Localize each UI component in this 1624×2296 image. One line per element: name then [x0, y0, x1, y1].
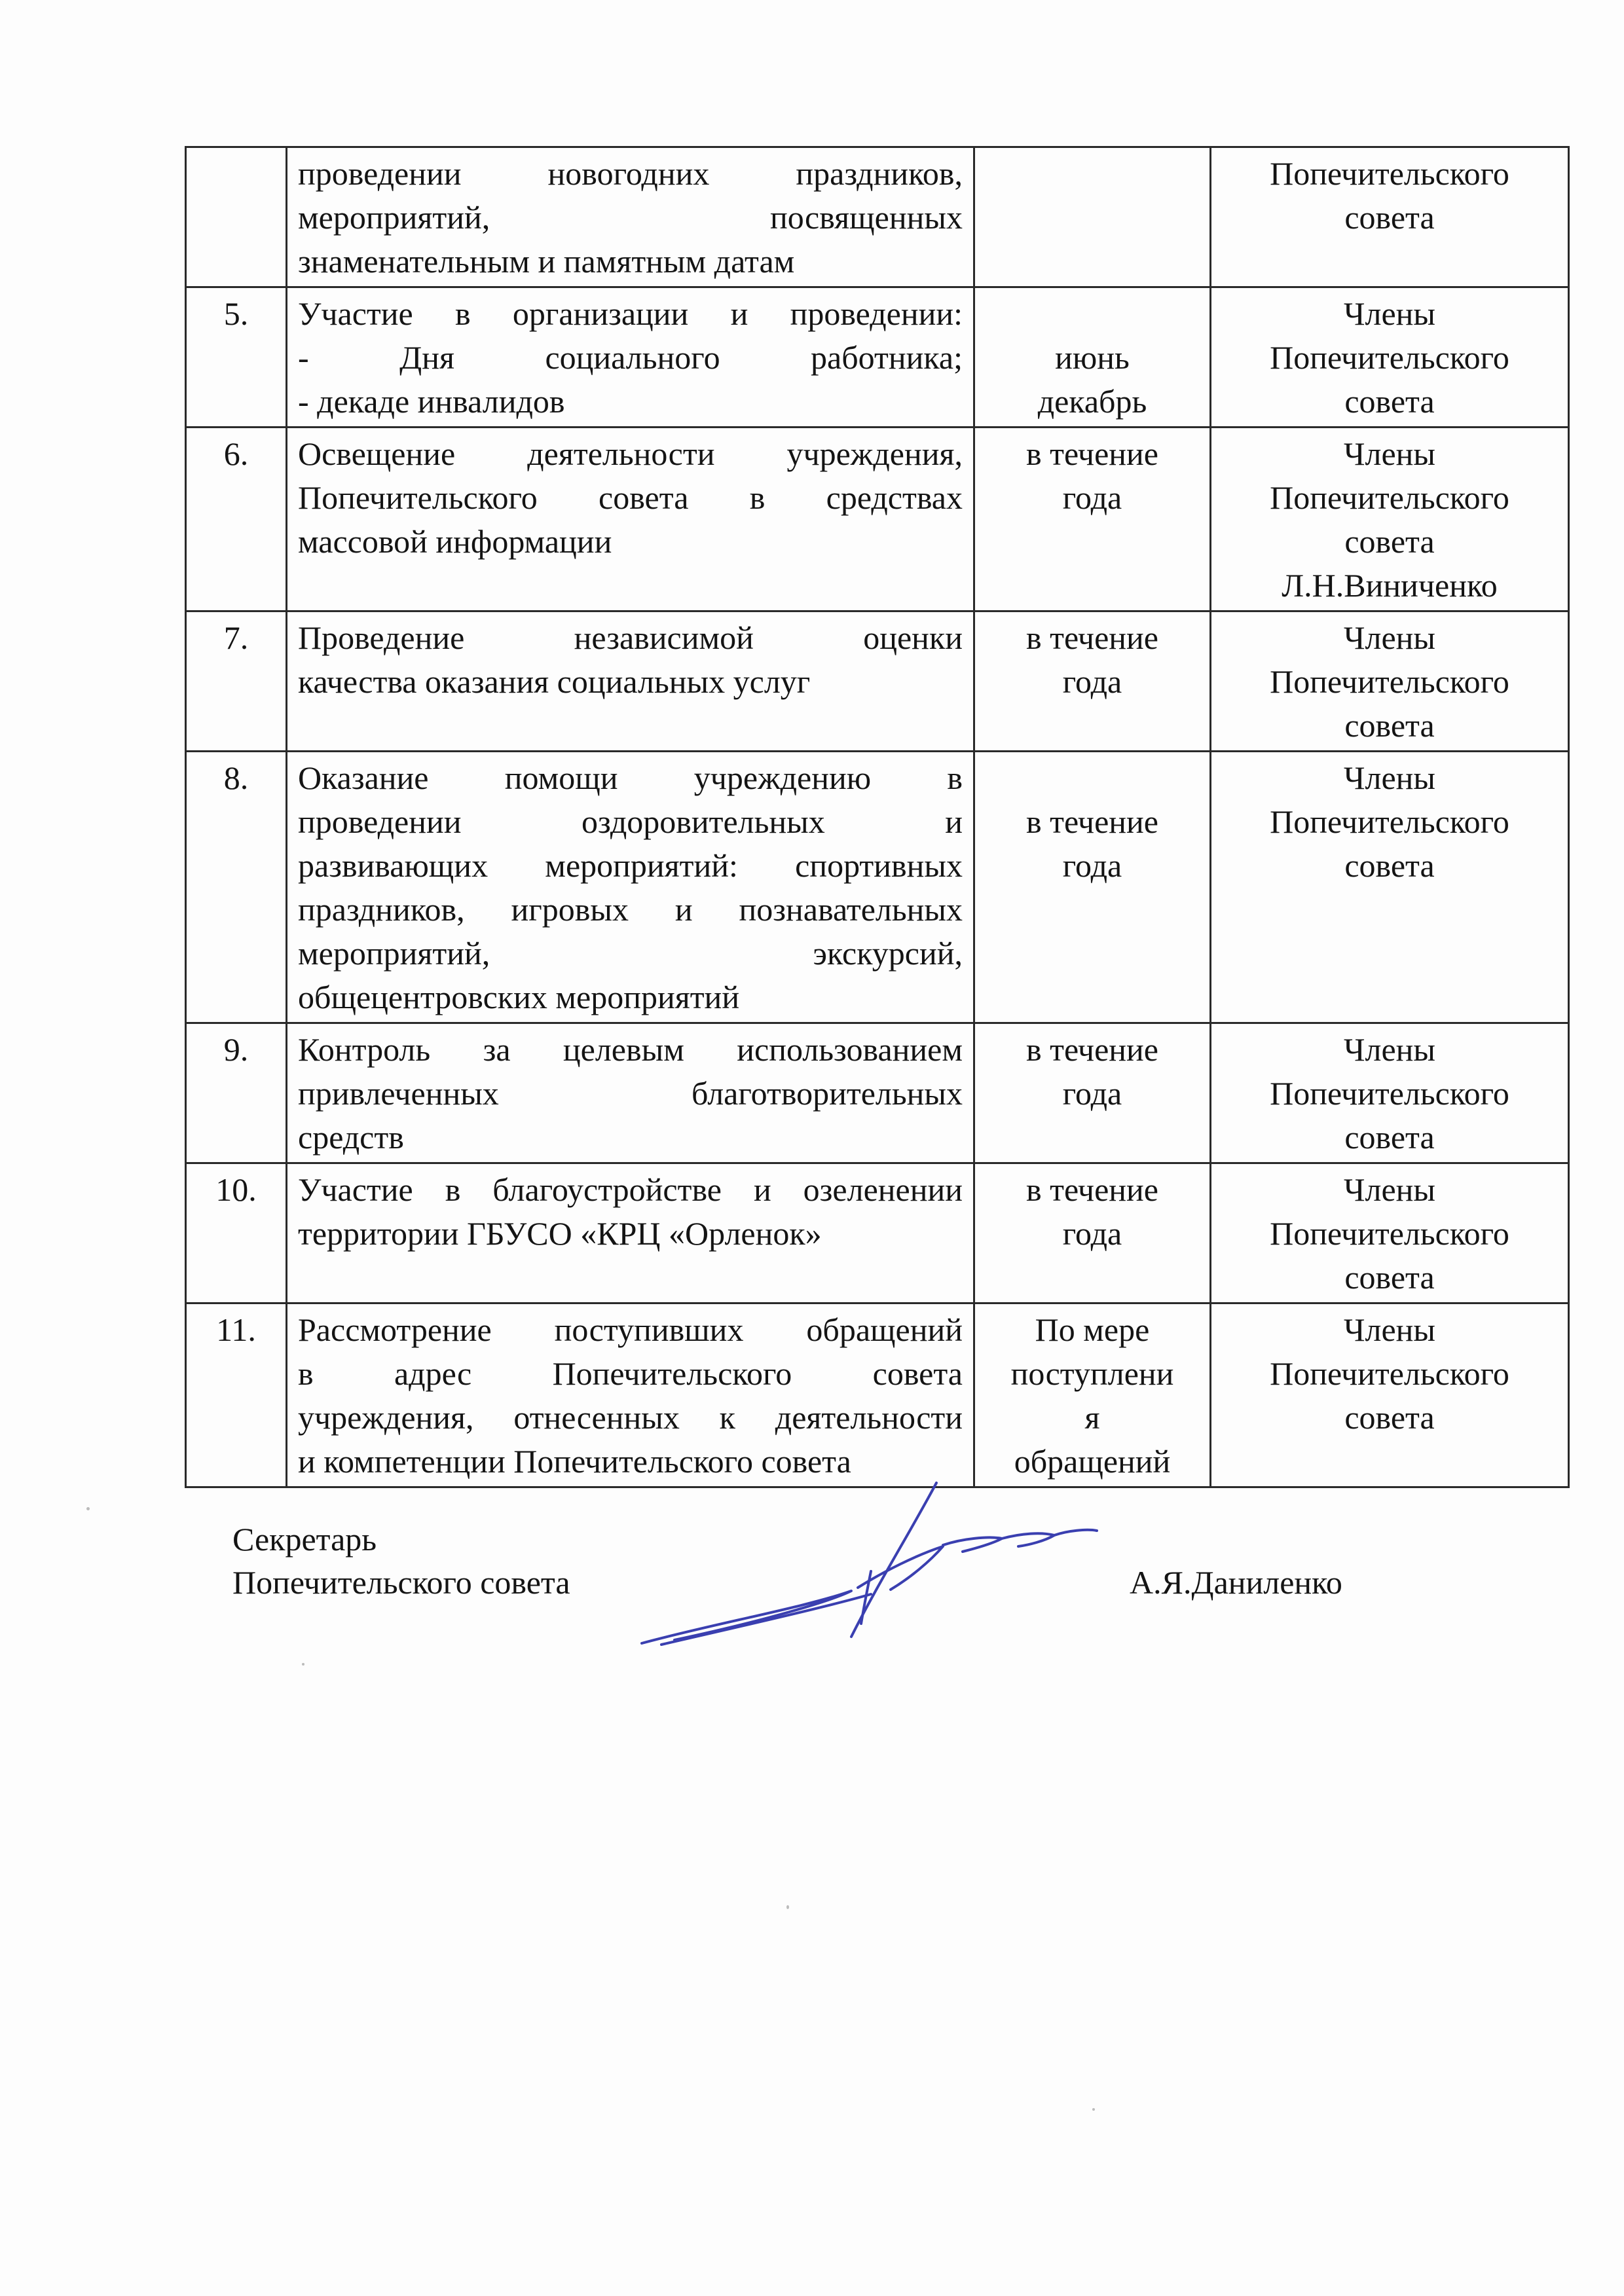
deadline-cell — [974, 752, 1211, 1023]
responsible-line: совета — [1344, 199, 1435, 236]
responsible-line: Члены — [1344, 619, 1435, 656]
responsible-line: Л.Н.Виниченко — [1282, 567, 1498, 604]
responsible-line: Члены — [1344, 759, 1435, 796]
description-line: массовой информации — [298, 523, 612, 560]
row-number: 8. — [186, 752, 287, 1023]
deadline-cell — [974, 611, 1211, 752]
deadline-line: я — [1084, 1399, 1100, 1436]
responsible-line: Члены — [1344, 1031, 1435, 1068]
responsible-line: Попечительского — [1270, 1215, 1509, 1252]
responsible-cell — [1211, 1023, 1569, 1163]
scan-speck — [86, 1507, 90, 1510]
signature-name: А.Я.Даниленко — [1130, 1564, 1342, 1601]
scan-speck — [302, 1663, 304, 1666]
activity-description — [287, 752, 974, 1023]
description-line: учреждения, отнесенных к деятельности — [298, 1399, 963, 1436]
deadline-line: в течение — [1026, 435, 1158, 472]
responsible-line: Попечительского — [1270, 663, 1509, 700]
description-line: Участие в благоустройстве и озеленении — [298, 1171, 963, 1208]
description-line: - Дня социального работника; — [298, 339, 963, 376]
deadline-line — [986, 756, 1199, 800]
signature-role-line-2: Попечительского совета — [232, 1564, 570, 1601]
responsible-cell — [1211, 1303, 1569, 1487]
row-number — [186, 147, 287, 287]
description-line: Участие в организации и проведении: — [298, 295, 963, 332]
activity-description — [287, 147, 974, 287]
responsible-line: совета — [1344, 523, 1435, 560]
description-line: Попечительского совета в средствах — [298, 479, 963, 516]
responsible-cell — [1211, 611, 1569, 752]
responsible-line: Попечительского — [1270, 155, 1509, 192]
deadline-cell — [974, 147, 1211, 287]
table-row — [186, 428, 1569, 611]
table-row — [186, 1023, 1569, 1163]
responsible-line: Попечительского — [1270, 479, 1509, 516]
deadline-line: поступлени — [1010, 1355, 1174, 1392]
description-line: проведении оздоровительных и — [298, 803, 963, 840]
deadline-line: года — [1062, 847, 1122, 884]
responsible-cell — [1211, 1163, 1569, 1303]
deadline-line: в течение — [1026, 1031, 1158, 1068]
responsible-cell — [1211, 752, 1569, 1023]
deadline-line — [986, 292, 1199, 336]
responsible-line: Попечительского — [1270, 339, 1509, 376]
deadline-line: в течение — [1026, 803, 1158, 840]
responsible-cell — [1211, 287, 1569, 428]
deadline-line: По мере — [1035, 1311, 1150, 1348]
description-line: средств — [298, 1119, 404, 1156]
table-row — [186, 611, 1569, 752]
responsible-line: совета — [1344, 1119, 1435, 1156]
handwritten-signature — [635, 1473, 1107, 1669]
description-line: и компетенции Попечительского совета — [298, 1443, 851, 1480]
description-line: Рассмотрение поступивших обращений — [298, 1311, 963, 1348]
description-line: Освещение деятельности учреждения, — [298, 435, 963, 472]
responsible-line: совета — [1344, 1259, 1435, 1296]
signature-role-line-1: Секретарь — [232, 1521, 377, 1558]
description-line: территории ГБУСО «КРЦ «Орленок» — [298, 1215, 822, 1252]
activity-description — [287, 287, 974, 428]
deadline-cell — [974, 287, 1211, 428]
deadline-line: года — [1062, 1075, 1122, 1112]
row-number: 10. — [186, 1163, 287, 1303]
responsible-line: совета — [1344, 847, 1435, 884]
description-line: праздников, игровых и познавательных — [298, 891, 963, 928]
deadline-line: в течение — [1026, 619, 1158, 656]
description-line: Проведение независимой оценки — [298, 619, 963, 656]
row-number: 7. — [186, 611, 287, 752]
table-row — [186, 287, 1569, 428]
activity-description — [287, 1163, 974, 1303]
description-line: знаменательным и памятным датам — [298, 243, 795, 280]
deadline-cell — [974, 1163, 1211, 1303]
responsible-cell — [1211, 428, 1569, 611]
responsible-cell — [1211, 147, 1569, 287]
description-line: мероприятий, посвященных — [298, 199, 963, 236]
responsible-line: Попечительского — [1270, 1075, 1509, 1112]
row-number: 11. — [186, 1303, 287, 1487]
responsible-line: Попечительского — [1270, 803, 1509, 840]
signature-role — [232, 1518, 570, 1604]
deadline-line: обращений — [1014, 1443, 1171, 1480]
description-line: качества оказания социальных услуг — [298, 663, 811, 700]
deadline-line: года — [1062, 1215, 1122, 1252]
table-row — [186, 752, 1569, 1023]
row-number: 6. — [186, 428, 287, 611]
scan-speck — [786, 1905, 789, 1909]
description-line: в адрес Попечительского совета — [298, 1355, 963, 1392]
responsible-line: совета — [1344, 383, 1435, 420]
deadline-line: в течение — [1026, 1171, 1158, 1208]
deadline-cell — [974, 1303, 1211, 1487]
description-line: Оказание помощи учреждению в — [298, 759, 963, 796]
table-row — [186, 1163, 1569, 1303]
description-line: мероприятий, экскурсий, — [298, 935, 963, 972]
responsible-line: совета — [1344, 707, 1435, 744]
row-number: 9. — [186, 1023, 287, 1163]
description-line: - декаде инвалидов — [298, 383, 565, 420]
deadline-line: декабрь — [1037, 383, 1147, 420]
responsible-line: Попечительского — [1270, 1355, 1509, 1392]
deadline-cell — [974, 428, 1211, 611]
row-number: 5. — [186, 287, 287, 428]
plan-table — [185, 146, 1570, 1488]
description-line: общецентровских мероприятий — [298, 979, 740, 1015]
responsible-line: Члены — [1344, 1311, 1435, 1348]
description-line: привлеченных благотворительных — [298, 1075, 963, 1112]
table-row — [186, 147, 1569, 287]
activity-description — [287, 1023, 974, 1163]
plan-table-body — [186, 147, 1569, 1487]
responsible-line: Члены — [1344, 435, 1435, 472]
activity-description — [287, 1303, 974, 1487]
activity-description — [287, 428, 974, 611]
responsible-line: Члены — [1344, 295, 1435, 332]
description-line: Контроль за целевым использованием — [298, 1031, 963, 1068]
table-row — [186, 1303, 1569, 1487]
deadline-line: года — [1062, 479, 1122, 516]
deadline-line: года — [1062, 663, 1122, 700]
activity-description — [287, 611, 974, 752]
description-line: развивающих мероприятий: спортивных — [298, 847, 963, 884]
deadline-cell — [974, 1023, 1211, 1163]
responsible-line: совета — [1344, 1399, 1435, 1436]
deadline-line: июнь — [1055, 339, 1130, 376]
scan-speck — [1092, 2108, 1095, 2111]
description-line: проведении новогодних праздников, — [298, 155, 963, 192]
responsible-line: Члены — [1344, 1171, 1435, 1208]
